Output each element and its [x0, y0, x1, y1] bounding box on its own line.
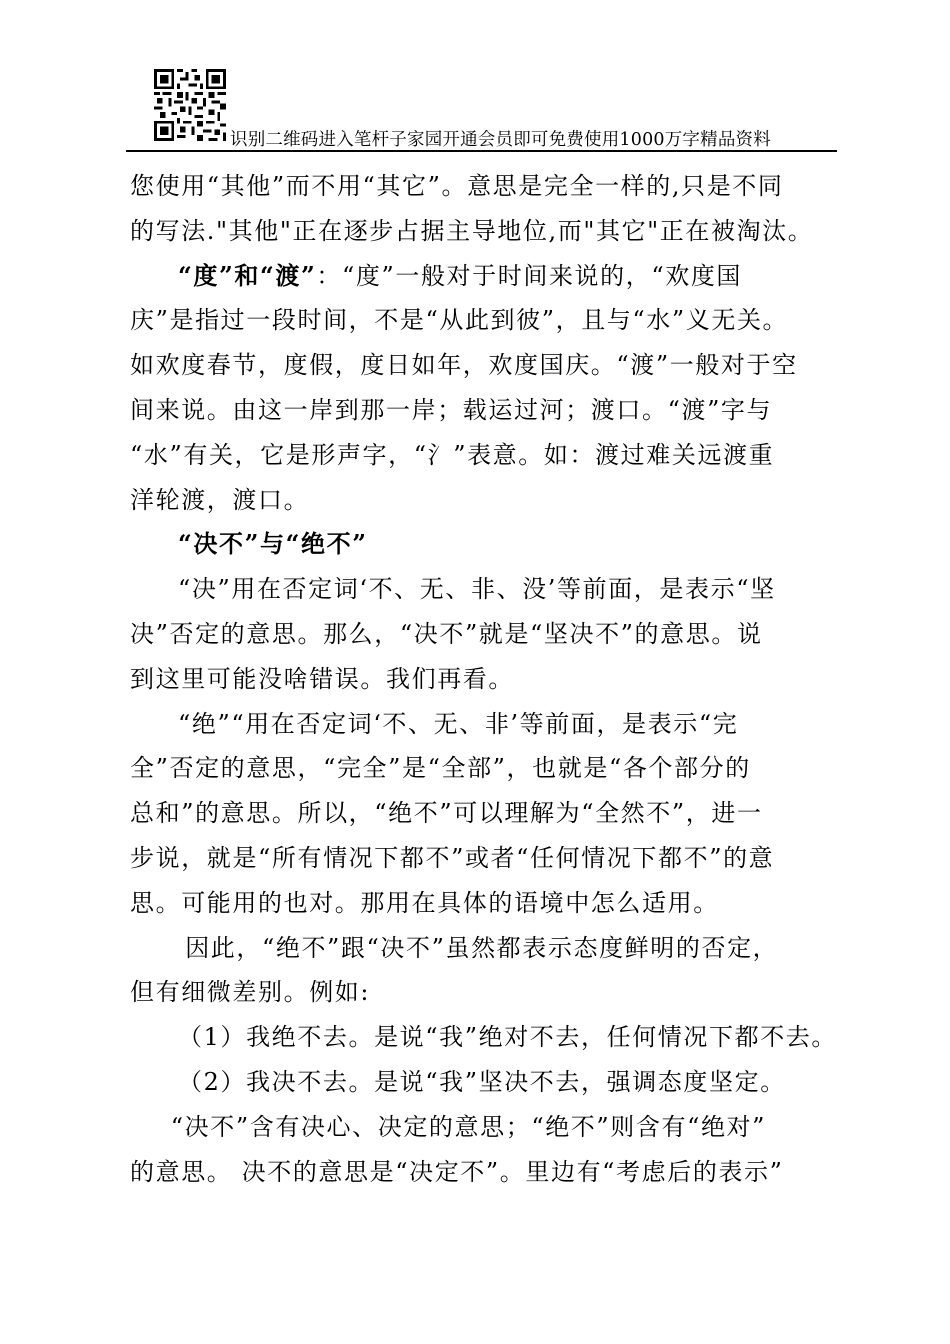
line-text: 步说，就是“所有情况下都不”或者“任何情况下都不”的意	[130, 844, 775, 872]
paragraph-line	[130, 887, 719, 919]
paragraph-line	[178, 528, 368, 560]
paragraph-line	[130, 752, 751, 784]
paragraph-line	[130, 976, 370, 1008]
page-header	[126, 68, 837, 153]
paragraph-line	[178, 573, 776, 605]
header-banner-text: 识别二维码进入笔杆子家园开通会员即可免费使用1000万字精品资料	[230, 130, 771, 150]
line-text: ：“度”一般对于时间来说的，“欢度国	[316, 261, 743, 290]
header-divider	[126, 150, 837, 152]
line-text: 的意思。 决不的意思是“决定不”。里边有“考虑后的表示”	[130, 1157, 784, 1186]
paragraph-line	[171, 1111, 766, 1143]
line-text: 到这里可能没啥错误。我们再看。	[130, 664, 514, 693]
paragraph-line	[130, 484, 309, 516]
heading-text: “度”和“渡”	[178, 260, 317, 290]
line-text: 因此，“绝不”跟“决不”虽然都表示态度鲜明的否定，	[185, 933, 779, 962]
line-text: 洋轮渡，渡口。	[130, 485, 310, 514]
paragraph-line	[130, 215, 813, 247]
paragraph-line	[178, 1066, 786, 1098]
line-text: 但有细微差别。例如:	[130, 978, 371, 1007]
line-text: “绝”“用在否定词‘不、无、非’等前面，是表示“完	[178, 709, 739, 738]
line-text: 决”否定的意思。那么，“决不”就是“坚决不”的意思。说	[130, 620, 763, 648]
paragraph-line	[130, 842, 774, 874]
line-text: 庆”是指过一段时间，不是“从此到彼”，且与“水”义无关。	[130, 306, 789, 335]
line-text: “水”有关，它是形声字，“氵”表意。如：渡过难关远渡重	[130, 440, 775, 469]
line-text: 您使用“其他”而不用“其它”。意思是完全一样的,只是不同	[130, 172, 784, 200]
qr-code-icon[interactable]	[154, 69, 226, 141]
paragraph-line	[130, 304, 788, 336]
paragraph-line	[130, 439, 774, 471]
line-text: 的写法."其他"正在逐步占据主导地位,而"其它"正在被淘汰。	[130, 216, 814, 245]
line-text: 全”否定的意思，“完全”是“全部”，也就是“各个部分的	[130, 754, 751, 783]
line-text: “决不”含有决心、决定的意思；“绝不”则含有“绝对”	[170, 1112, 767, 1141]
paragraph-line	[130, 394, 772, 426]
paragraph-line	[178, 708, 738, 740]
paragraph-line	[185, 932, 778, 964]
paragraph-line	[130, 1156, 784, 1188]
line-text: （2）我决不去。是说“我”坚决不去，强调态度坚定。	[178, 1068, 786, 1096]
line-text: 思。可能用的也对。那用在具体的语境中怎么适用。	[130, 888, 719, 917]
paragraph-line	[178, 260, 742, 292]
line-text: “决”用在否定词‘不、无、非、没’等前面，是表示“坚	[178, 575, 776, 604]
paragraph-line	[130, 349, 798, 381]
paragraph-line	[130, 797, 763, 829]
paragraph-line	[130, 663, 514, 695]
line-text: 间来说。由这一岸到那一岸；载运过河；渡口。“渡”字与	[130, 396, 773, 424]
line-text: 如欢度春节，度假，度日如年，欢度国庆。“渡”一般对于空	[130, 351, 798, 380]
heading-text: “决不”与“绝不”	[178, 529, 368, 559]
paragraph-line	[130, 618, 763, 650]
line-text: （1）我绝不去。是说“我”绝对不去，任何情况下都不去。	[178, 1023, 838, 1052]
paragraph-line	[178, 1021, 837, 1053]
line-text: 总和”的意思。所以，“绝不”可以理解为“全然不”，进一	[130, 799, 763, 828]
paragraph-line	[130, 170, 784, 202]
